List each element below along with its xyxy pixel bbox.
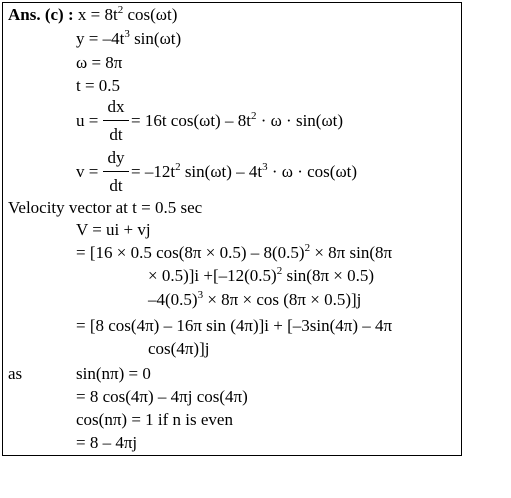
velocity-heading: Velocity vector at t = 0.5 sec — [8, 198, 203, 217]
as-label: as — [8, 364, 23, 383]
substitution-line-3: $-4(0.5)^3 \times 8\pi \times \cos (8\pi \times 0.5)]j$ — [148, 289, 362, 309]
u-lhs: u = — [76, 111, 99, 130]
sine-rule: sin(nπ) = 0 — [76, 364, 151, 383]
v-lhs: v = — [76, 162, 99, 181]
simplified-line-1: = [8 cos(4π) – 16π sin (4π)]i + [–3sin(4π) – 4π — [76, 316, 393, 335]
u-fraction-bar — [103, 120, 129, 121]
equation-t: t = 0.5 — [76, 76, 121, 95]
cosine-rule: cos(nπ) = 1 if n is even — [76, 410, 233, 429]
u-numerator: dx — [107, 97, 125, 116]
equation-y: $y = -4t^3$ sin(ωt) — [76, 28, 182, 48]
reduced-line: = 8 cos(4π) – 4πj cos(4π) — [76, 387, 248, 406]
u-rhs: = 16t $\cos(\omega t) - 8t^2 \cdot \omega \cdot \sin(\omega t)$ — [131, 110, 344, 130]
u-denominator: dt — [109, 125, 123, 144]
v-numerator: dy — [107, 148, 125, 167]
velocity-definition: V = ui + vj — [76, 220, 151, 239]
v-rhs: = $-12t^2$ $\sin(\omega t) - 4t^3 \cdot \omega \cdot \cos(\omega t)$ — [131, 161, 358, 181]
v-fraction-bar — [103, 171, 129, 172]
v-denominator: dt — [109, 176, 123, 195]
substitution-line-2: × $0.5)]i +[-12(0.5)^2$ sin(8π × 0.5) — [148, 265, 375, 285]
simplified-line-2: cos(4π)]j — [148, 339, 210, 358]
answer-label: Ans. (c) : — [8, 5, 74, 24]
final-answer: = 8 – 4πj — [76, 433, 138, 452]
equation-omega: ω = 8π — [76, 53, 123, 72]
substitution-line-1: = [16 × 0.5 $\cos(8\pi \times 0.5) - 8(0.5)^2 \times 8\pi$ sin(8π — [76, 242, 393, 262]
equation-x: Ans. (c) : $x = 8t^2$ cos(ωt) — [8, 4, 178, 24]
